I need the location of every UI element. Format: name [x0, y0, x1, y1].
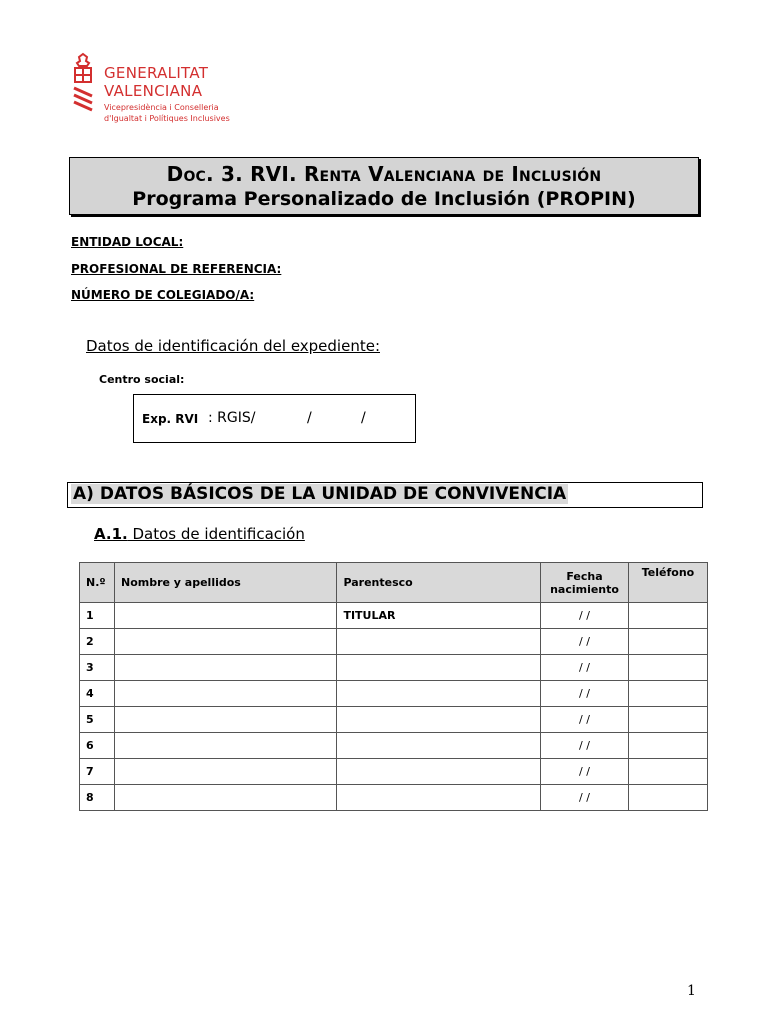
document-subtitle: Programa Personalizado de Inclusión (PROPIN): [132, 188, 636, 210]
cell-num: 1: [80, 603, 115, 629]
document-title: Doc. 3. RVI. Renta Valenciana de Inclusión: [166, 162, 602, 186]
subsection-a1-title: Datos de identificación: [127, 525, 305, 543]
cell-num: 2: [80, 629, 115, 655]
logo-subtitle-line1: Vicepresidència i Conselleria: [104, 103, 219, 112]
logo-name-line1: GENERALITAT: [104, 64, 209, 82]
cell-fecha[interactable]: / /: [541, 655, 629, 681]
exp-slash: /: [361, 410, 366, 426]
section-a-box: [67, 482, 703, 508]
cell-fecha[interactable]: / /: [541, 785, 629, 811]
table-row: [80, 655, 708, 681]
cell-telefono[interactable]: [629, 707, 708, 733]
cell-fecha[interactable]: / /: [541, 629, 629, 655]
cell-num: 5: [80, 707, 115, 733]
cell-nombre[interactable]: [114, 733, 336, 759]
generalitat-logo: [70, 52, 250, 128]
cell-fecha[interactable]: / /: [541, 603, 629, 629]
cell-num: 3: [80, 655, 115, 681]
table-row: [80, 681, 708, 707]
cell-parentesco[interactable]: [337, 785, 541, 811]
generalitat-emblem-icon: [70, 52, 96, 114]
logo-name-line2: VALENCIANA: [104, 82, 203, 100]
subsection-a1-number: A.1.: [94, 525, 128, 543]
cell-nombre[interactable]: [114, 759, 336, 785]
centro-social-label: Centro social:: [99, 373, 185, 386]
cell-num: 8: [80, 785, 115, 811]
exp-rvi-value: : RGIS/: [208, 410, 256, 426]
exp-slash: /: [307, 410, 312, 426]
cell-telefono[interactable]: [629, 733, 708, 759]
logo-subtitle-line2: d'Igualtat i Polítiques Inclusives: [104, 114, 230, 123]
profesional-referencia-label: PROFESIONAL DE REFERENCIA:: [71, 262, 282, 276]
cell-fecha[interactable]: / /: [541, 707, 629, 733]
numero-colegiado-label: NÚMERO DE COLEGIADO/A:: [71, 288, 255, 302]
cell-parentesco[interactable]: [337, 655, 541, 681]
subsection-a1-heading: [94, 525, 305, 543]
cell-parentesco[interactable]: [337, 629, 541, 655]
table-row: [80, 759, 708, 785]
exp-rvi-label: Exp. RVI: [142, 412, 199, 426]
header-fecha: [541, 563, 629, 603]
table-header-row: [80, 563, 708, 603]
table-row: [80, 733, 708, 759]
entidad-local-label: ENTIDAD LOCAL:: [71, 235, 184, 249]
table-row: [80, 603, 708, 629]
expediente-box: [133, 394, 416, 443]
cell-nombre[interactable]: [114, 629, 336, 655]
cell-parentesco[interactable]: [337, 681, 541, 707]
cell-parentesco[interactable]: [337, 733, 541, 759]
cell-num: 6: [80, 733, 115, 759]
cell-telefono[interactable]: [629, 759, 708, 785]
table-row: [80, 707, 708, 733]
identification-table: [79, 562, 708, 811]
page-number: 1: [687, 983, 696, 999]
cell-parentesco[interactable]: [337, 759, 541, 785]
cell-num: 7: [80, 759, 115, 785]
cell-parentesco[interactable]: [337, 707, 541, 733]
cell-telefono[interactable]: [629, 629, 708, 655]
table-row: [80, 785, 708, 811]
section-a-title: A) DATOS BÁSICOS DE LA UNIDAD DE CONVIVENCIA: [73, 484, 567, 504]
cell-parentesco: TITULAR: [337, 603, 541, 629]
header-nombre: Nombre y apellidos: [114, 563, 336, 603]
cell-telefono[interactable]: [629, 655, 708, 681]
cell-nombre[interactable]: [114, 655, 336, 681]
cell-telefono[interactable]: [629, 785, 708, 811]
cell-telefono[interactable]: [629, 603, 708, 629]
table-row: [80, 629, 708, 655]
cell-fecha[interactable]: / /: [541, 681, 629, 707]
cell-telefono[interactable]: [629, 681, 708, 707]
cell-num: 4: [80, 681, 115, 707]
header-num: N.º: [80, 563, 115, 603]
cell-nombre[interactable]: [114, 785, 336, 811]
header-fecha-line2: nacimiento: [550, 582, 619, 596]
header-fecha-line1: Fecha: [566, 569, 603, 583]
cell-fecha[interactable]: / /: [541, 733, 629, 759]
header-telefono: Teléfono: [629, 563, 708, 603]
cell-nombre[interactable]: [114, 707, 336, 733]
document-title-box: [69, 157, 699, 215]
header-parentesco: Parentesco: [337, 563, 541, 603]
cell-fecha[interactable]: / /: [541, 759, 629, 785]
expediente-heading: Datos de identificación del expediente:: [86, 337, 380, 355]
cell-nombre[interactable]: [114, 681, 336, 707]
cell-nombre[interactable]: [114, 603, 336, 629]
